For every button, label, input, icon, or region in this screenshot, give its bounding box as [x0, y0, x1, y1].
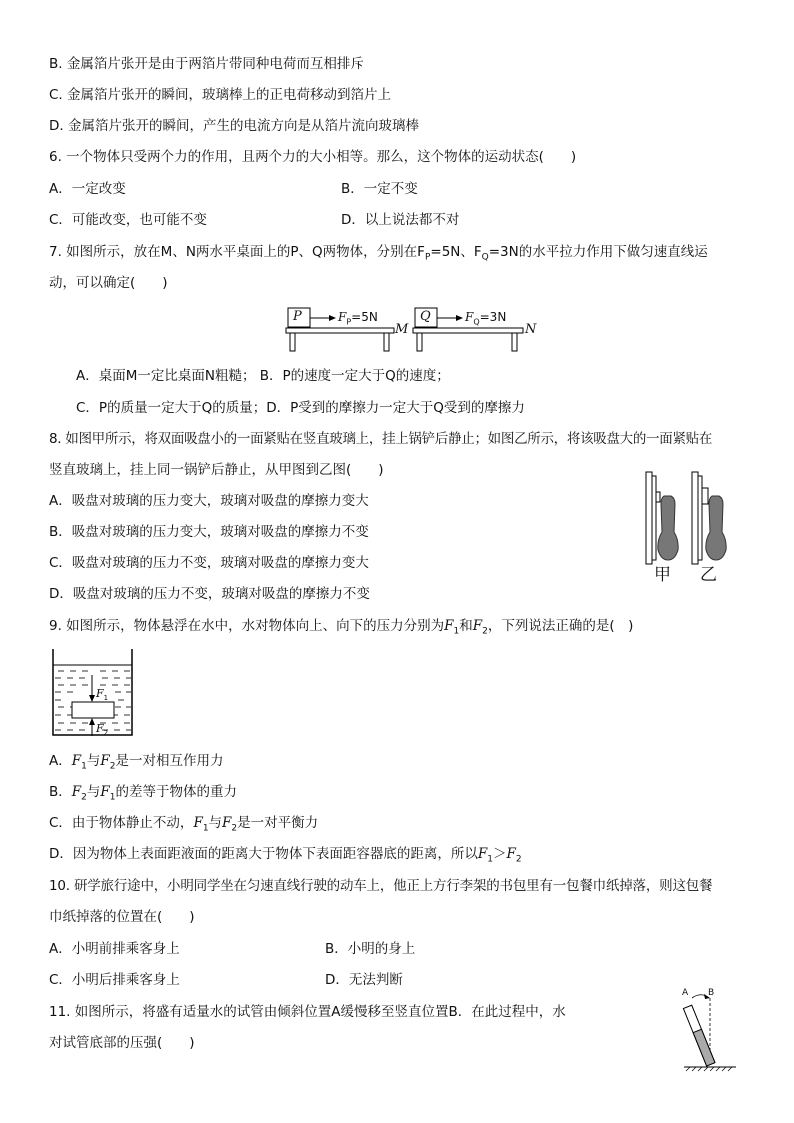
q6-option-d: D．以上说法都不对	[341, 212, 460, 228]
q11-figure	[680, 988, 740, 1072]
q9-a-f1: F	[71, 753, 82, 769]
f1-label-sub: 1	[103, 694, 109, 703]
q5-option-d: D. 金属箔片张开的瞬间，产生的电流方向是从箔片流向玻璃棒	[49, 118, 419, 134]
q9-stem	[49, 617, 633, 641]
q7-figure	[283, 304, 543, 356]
q10-stem-line1: 10. 研学旅行途中，小明同学坐在匀速直线行驶的动车上，他正上方行李架的书包里有一包餐巾纸掉落，则这包餐	[49, 878, 713, 894]
position-a-label: A	[682, 988, 689, 998]
q7-stem-line1	[49, 243, 708, 267]
q9-container-diagram	[50, 645, 136, 739]
q10-option-b: B．小明的身上	[325, 941, 416, 957]
force-q-label	[465, 308, 506, 331]
q9-stem-f1: F	[444, 618, 454, 634]
q7-options-line2: C．P的质量一定大于Q的质量；D．P受到的摩擦力一定大于Q受到的摩擦力	[76, 400, 525, 416]
block-q-label: Q	[420, 309, 431, 324]
q9-figure	[50, 645, 136, 739]
force-p-arrowhead	[329, 315, 336, 321]
table-m-label: M	[395, 322, 409, 337]
q9-d-f1-sub: 1	[487, 854, 494, 865]
q9-b-f1-sub: 1	[109, 792, 116, 803]
q6-option-b: B．一定不变	[341, 181, 418, 197]
f2-label-symbol: F	[96, 722, 104, 735]
q9-a-pre: A．	[49, 753, 72, 769]
q9-d-f2-sub: 2	[515, 854, 522, 865]
q7-stem-sub-q: Q	[481, 252, 489, 263]
q7-stem-part3: =3N的水平拉力作用下做匀速直线运	[488, 244, 708, 260]
q8-suction-cup-diagram	[642, 470, 732, 566]
force-q-symbol: F	[465, 310, 474, 324]
spatula-yi	[706, 496, 726, 560]
glass-panel-jia-inner	[652, 476, 656, 560]
q9-c-f1-sub: 1	[202, 823, 209, 834]
f2-arrowhead	[89, 718, 95, 725]
q5-option-c: C. 金属箔片张开的瞬间，玻璃棒上的正电荷移动到箔片上	[49, 87, 392, 103]
q9-option-a	[49, 752, 223, 776]
q8-option-b: B．吸盘对玻璃的压力变大，玻璃对吸盘的摩擦力不变	[49, 524, 369, 540]
table-m-leg-left	[290, 333, 295, 351]
base-hatch	[686, 1067, 732, 1071]
q9-d-mid: ＞	[493, 846, 507, 862]
f1-arrowhead	[89, 695, 95, 702]
table-n-leg-right	[512, 333, 517, 351]
q9-stem-mid: 和	[459, 618, 473, 634]
q9-stem-post: ，下列说法正确的是( )	[487, 618, 634, 634]
q9-a-post: 是一对相互作用力	[115, 753, 224, 769]
q9-stem-f2: F	[472, 618, 483, 634]
q9-option-d	[49, 845, 522, 869]
q7-options-line1: A．桌面M一定比桌面N粗糙； B．P的速度一定大于Q的速度；	[76, 368, 450, 384]
q9-a-mid: 与	[86, 753, 101, 769]
force-p-label	[338, 308, 378, 331]
q9-option-c	[49, 814, 318, 838]
force-q-sub: Q	[473, 317, 480, 327]
q10-option-a: A．小明前排乘客身上	[49, 941, 180, 957]
q9-stem-f2-sub: 2	[482, 626, 488, 637]
q7-stem-part2: =5N、F	[430, 244, 482, 260]
f1-label	[96, 685, 108, 707]
q7-stem-sub-p: P	[424, 252, 431, 263]
q9-b-post: 的差等于物体的重力	[115, 784, 237, 800]
block-p-label: P	[293, 309, 302, 324]
q9-c-f2-sub: 2	[231, 823, 238, 834]
f2-label-sub: 2	[103, 729, 109, 738]
q8-option-d: D．吸盘对玻璃的压力不变，玻璃对吸盘的摩擦力不变	[49, 586, 370, 602]
q9-c-mid: 与	[208, 815, 223, 831]
force-p-sub: P	[346, 317, 352, 327]
q7-stem-line2: 动，可以确定( )	[49, 275, 168, 291]
q9-d-f1: F	[477, 846, 488, 862]
q10-stem-line2: 巾纸掉落的位置在( )	[49, 909, 195, 925]
label-yi: 乙	[700, 565, 717, 585]
suction-cup-large	[702, 488, 708, 504]
q10-option-c: C．小明后排乘客身上	[49, 972, 180, 988]
glass-panel-yi-inner	[698, 476, 702, 560]
f2-label	[96, 720, 108, 742]
q8-figure	[642, 470, 732, 588]
spatula-jia	[658, 496, 678, 560]
q9-d-f2: F	[506, 846, 516, 862]
q9-b-f2-sub: 2	[81, 792, 87, 803]
force-q-arrowhead	[456, 315, 463, 321]
q9-c-f1: F	[193, 815, 203, 831]
label-jia: 甲	[654, 565, 671, 585]
q6-option-c: C．可能改变，也可能不变	[49, 212, 207, 228]
suction-cup-small	[656, 492, 660, 502]
glass-panel-yi	[692, 472, 698, 564]
q9-a-f1-sub: 1	[81, 761, 87, 772]
q9-b-mid: 与	[86, 784, 101, 800]
q8-option-a: A．吸盘对玻璃的压力变大，玻璃对吸盘的摩擦力变大	[49, 493, 369, 509]
force-q-value: =3N	[479, 310, 507, 324]
q8-stem-line2: 竖直玻璃上，挂上同一锅铲后静止，从甲图到乙图( )	[49, 462, 384, 478]
q11-test-tube-diagram	[680, 988, 740, 1072]
q8-option-c: C．吸盘对玻璃的压力不变，玻璃对吸盘的摩擦力变大	[49, 555, 369, 571]
q7-stem-part1: 7. 如图所示，放在M、N两水平桌面上的P、Q两物体，分别在F	[49, 244, 425, 260]
q6-option-a: A．一定改变	[49, 181, 126, 197]
table-n-label: N	[525, 322, 537, 337]
f1-label-symbol: F	[96, 687, 104, 700]
q9-c-f2: F	[222, 815, 232, 831]
q9-stem-f1-sub: 1	[453, 626, 460, 637]
q9-c-post: 是一对平衡力	[237, 815, 319, 831]
table-n-leg-left	[417, 333, 422, 351]
q9-b-f2: F	[71, 784, 82, 800]
q9-d-pre: D．因为物体上表面距液面的距离大于物体下表面距容器底的距离，所以	[49, 846, 478, 862]
q11-stem-line2: 对试管底部的压强( )	[49, 1035, 195, 1051]
q9-b-pre: B．	[49, 784, 72, 800]
q9-b-f1: F	[100, 784, 110, 800]
q10-option-d: D．无法判断	[325, 972, 403, 988]
q6-stem: 6. 一个物体只受两个力的作用，且两个力的大小相等。那么，这个物体的运动状态( )	[49, 149, 577, 165]
q8-stem-line1: 8. 如图甲所示，将双面吸盘小的一面紧贴在竖直玻璃上，挂上锅铲后静止；如图乙所示，将该吸盘大的一面紧贴在	[49, 431, 713, 447]
q11-stem-line1: 11. 如图所示，将盛有适量水的试管由倾斜位置A缓慢移至竖直位置B．在此过程中，水	[49, 1004, 566, 1020]
q9-stem-pre: 9. 如图所示，物体悬浮在水中，水对物体向上、向下的压力分别为	[49, 618, 445, 634]
force-p-symbol: F	[338, 310, 347, 324]
force-p-value: =5N	[351, 310, 378, 324]
position-b-label: B	[708, 988, 715, 998]
q9-a-f2-sub: 2	[109, 761, 116, 772]
table-m-leg-right	[384, 333, 389, 351]
q9-option-b	[49, 783, 237, 807]
q5-option-b: B. 金属箔片张开是由于两箔片带同种电荷而互相排斥	[49, 56, 364, 72]
glass-panel-jia	[646, 472, 652, 564]
q9-a-f2: F	[100, 753, 110, 769]
q9-c-pre: C．由于物体静止不动，	[49, 815, 194, 831]
